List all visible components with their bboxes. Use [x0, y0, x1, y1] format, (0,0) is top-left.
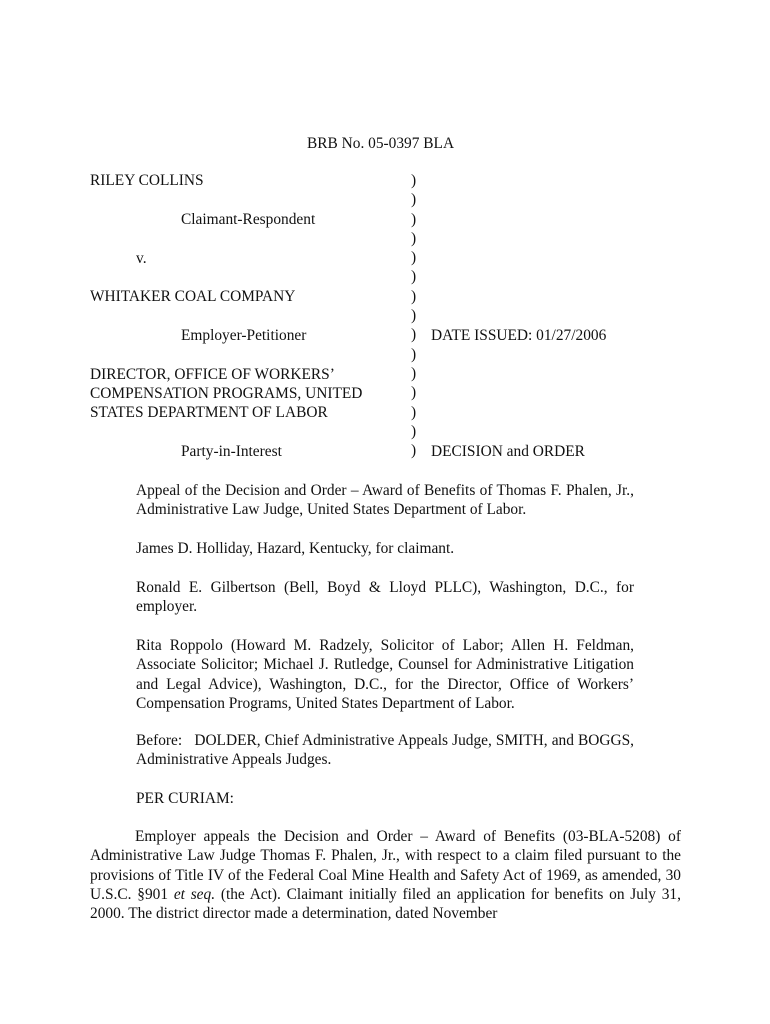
caption-paren: ) — [411, 249, 417, 267]
caption-paren: ) — [411, 210, 417, 228]
caption-paren: ) — [411, 326, 417, 344]
caption-paren: ) — [411, 287, 417, 305]
director-role: Party-in-Interest — [181, 443, 282, 460]
caption-paren: ) — [411, 172, 417, 189]
decision-title: DECISION and ORDER — [431, 443, 585, 460]
caption-paren: ) — [411, 422, 417, 440]
opinion-text-1: Employer appeals the Decision and Order – Award of Benefits (03-BLA-5208) of Administrative Law Judge Thomas F. Phalen, Jr., with respect to a claim filed pursuant to the provisions of Title IV of the Federal Coal Mine Health and Safety Act of 1969, as amended, 30 U.S.C. §901 — [90, 828, 681, 903]
claimant-name: RILEY COLLINS — [90, 172, 204, 189]
caption-divider — [411, 171, 416, 460]
opinion-text-italic: et seq. — [173, 885, 216, 903]
employer-name: WHITAKER COAL COMPANY — [90, 288, 296, 305]
appeal-paragraph: Appeal of the Decision and Order – Award of Benefits of Thomas F. Phalen, Jr., Administrative Law Judge, United States Department of Labor. — [136, 482, 634, 519]
caption-paren: ) — [411, 364, 417, 382]
counsel-employer: Ronald E. Gilbertson (Bell, Boyd & Lloyd PLLC), Washington, D.C., for employer. — [136, 579, 634, 616]
panel-before: Before: DOLDER, Chief Administrative Appeals Judge, SMITH, and BOGGS, Administrative Appeals Judges. — [136, 732, 637, 769]
docket-number: BRB No. 05-0397 BLA — [307, 135, 455, 152]
caption-paren: ) — [411, 403, 417, 421]
date-issued: DATE ISSUED: 01/27/2006 — [431, 327, 607, 344]
claimant-role: Claimant-Respondent — [181, 211, 316, 228]
counsel-claimant: James D. Holliday, Hazard, Kentucky, for claimant. — [136, 540, 455, 557]
caption-paren: ) — [411, 229, 417, 247]
versus-text: v. — [136, 250, 147, 267]
director-line-3: STATES DEPARTMENT OF LABOR — [90, 404, 328, 421]
opinion-paragraph — [90, 827, 681, 923]
per-curiam-heading: PER CURIAM: — [136, 790, 234, 807]
caption-paren: ) — [411, 345, 417, 363]
caption-paren: ) — [411, 268, 417, 286]
employer-role: Employer-Petitioner — [181, 327, 307, 344]
counsel-director: Rita Roppolo (Howard M. Radzely, Solicitor of Labor; Allen H. Feldman, Associate Solicitor; Michael J. Rutledge, Counsel for Administrative Litigation and Legal Advice), Washington, D.C., for the Director, Office of Workers’ Compensation Programs, United States Department of Labor. — [136, 637, 634, 712]
caption-paren: ) — [411, 384, 417, 402]
director-line-1: DIRECTOR, OFFICE OF WORKERS’ — [90, 366, 335, 383]
caption-paren: ) — [411, 191, 417, 209]
caption-paren: ) — [411, 307, 417, 325]
director-line-2: COMPENSATION PROGRAMS, UNITED — [90, 385, 363, 402]
caption-paren: ) — [411, 442, 417, 460]
opinion-text-2: (the Act). Claimant initially filed an application for benefits on July 31, 2000. The district director made a determination, dated November — [90, 885, 681, 923]
